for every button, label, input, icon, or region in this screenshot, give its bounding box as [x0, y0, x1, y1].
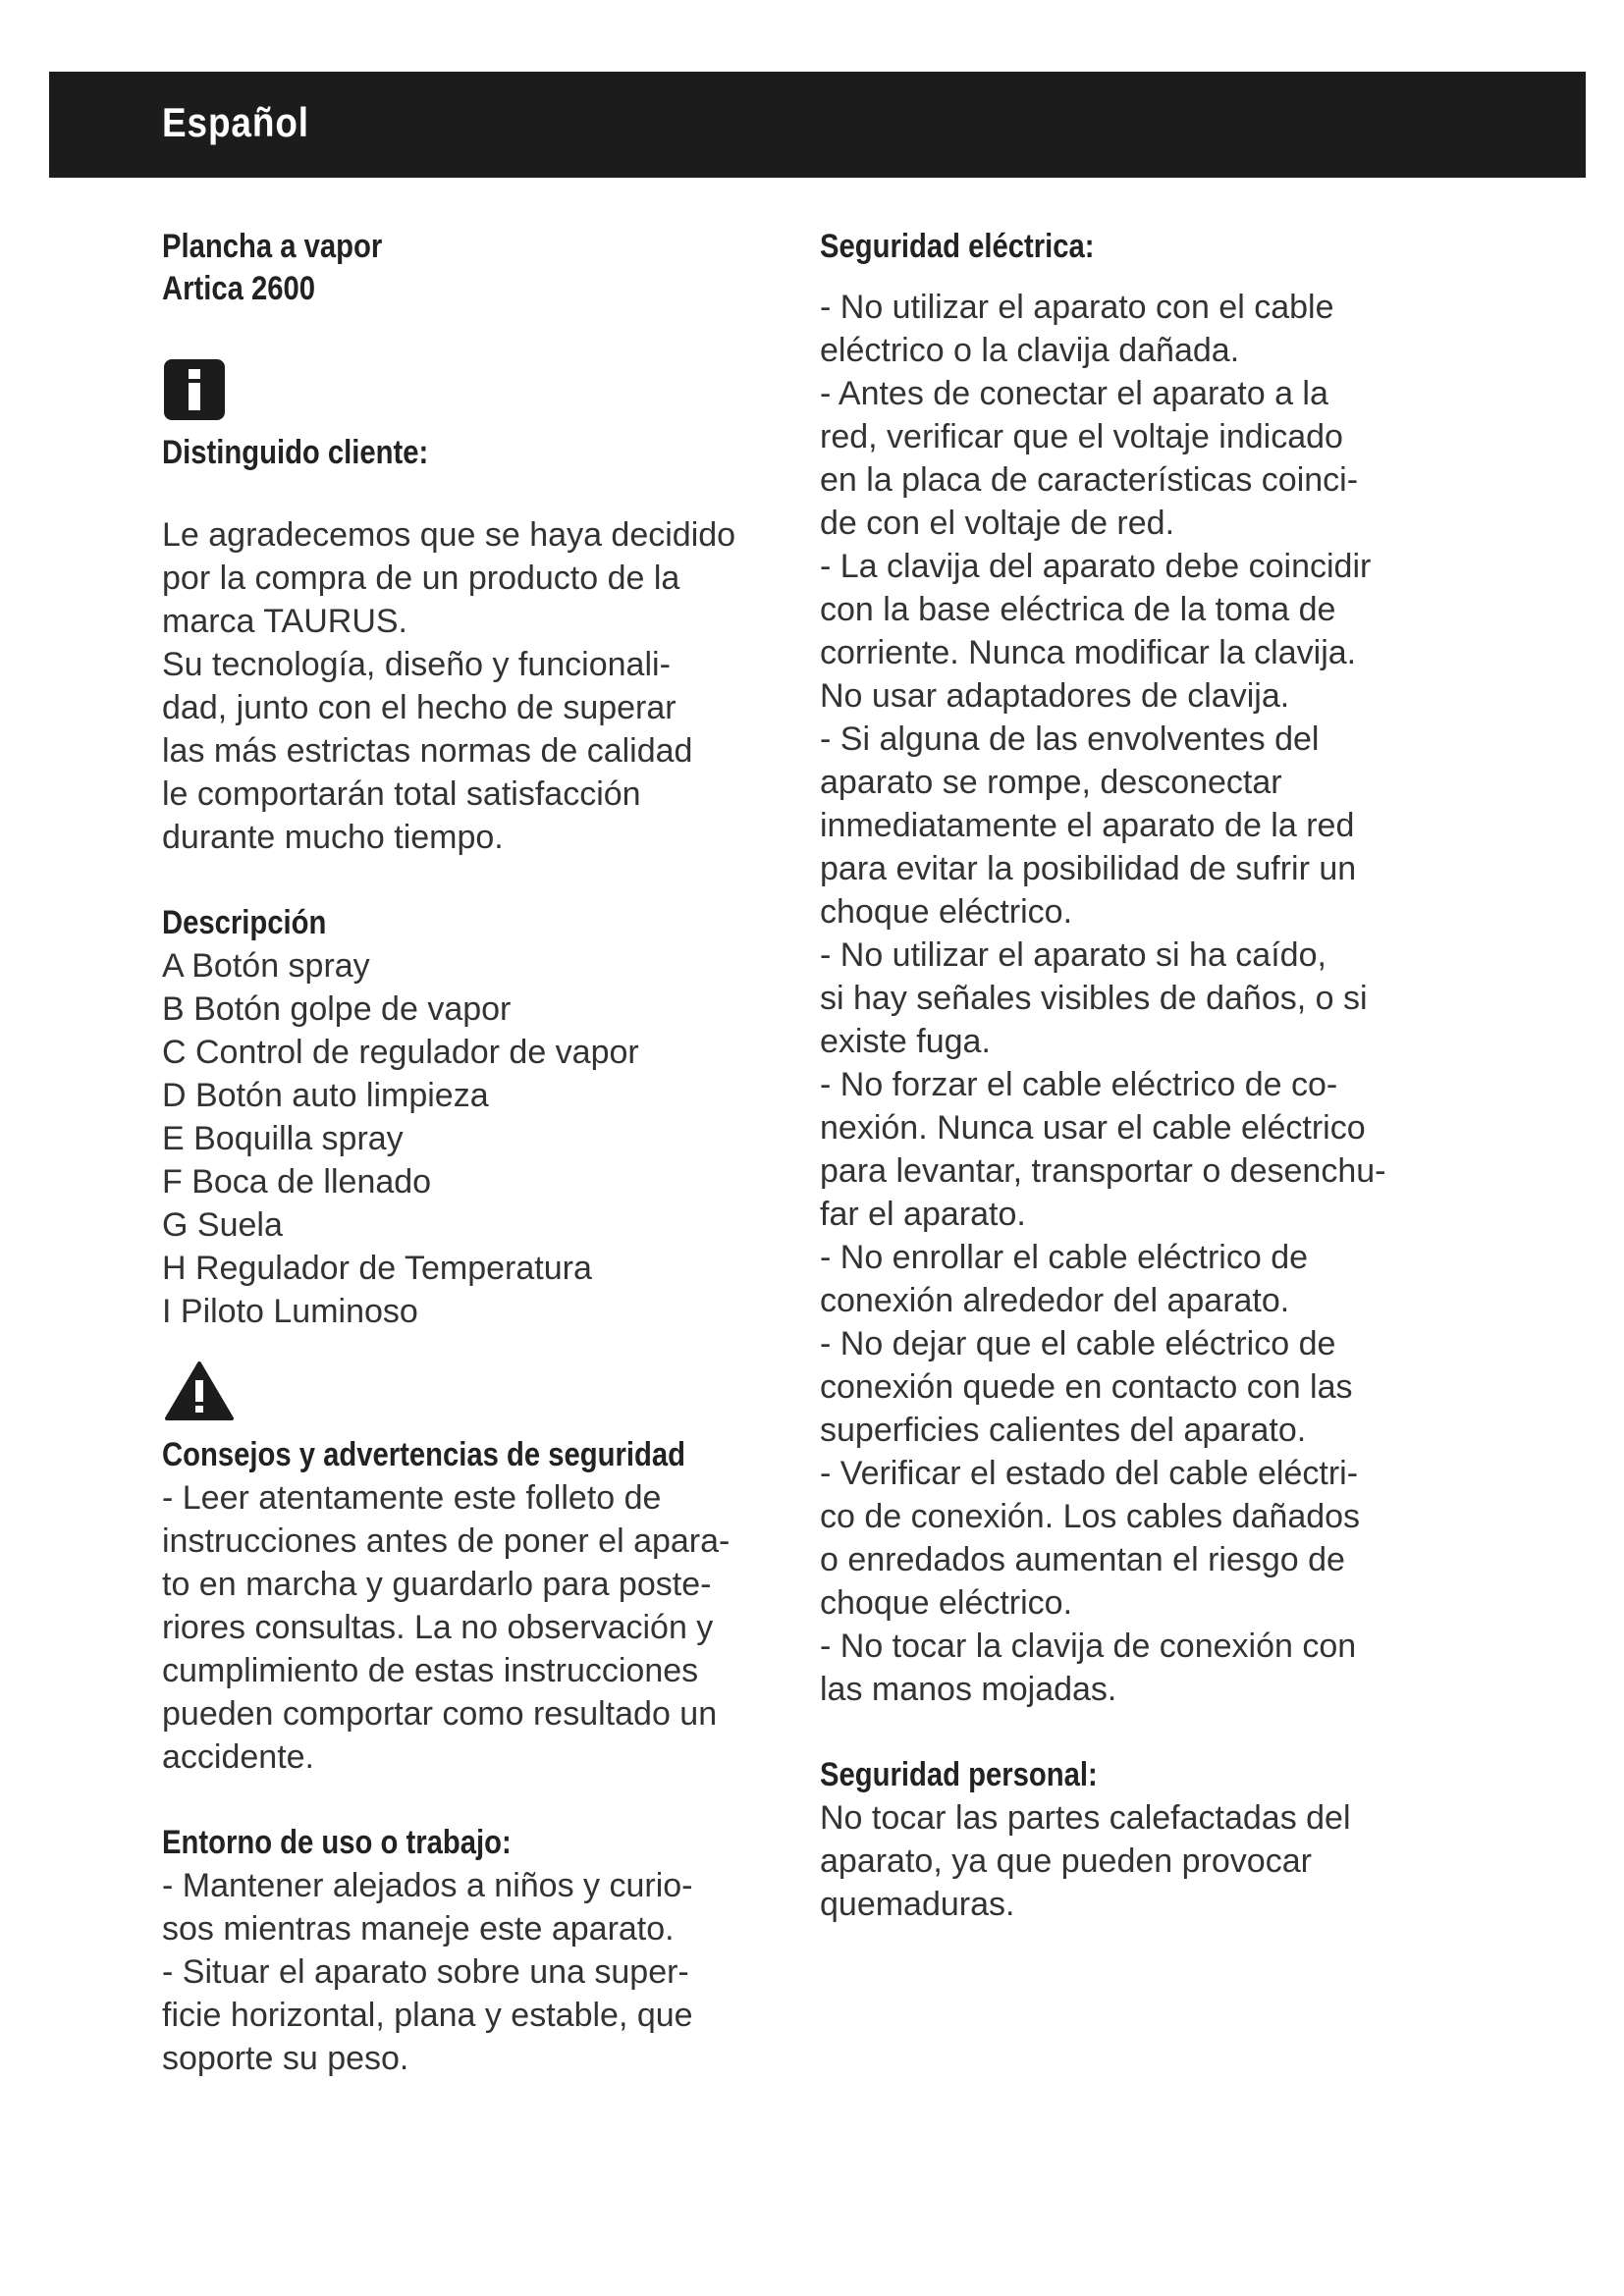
description-list [162, 944, 781, 1333]
electrical-line: choque eléctrico. [820, 893, 1073, 931]
safety-line: - Leer atentamente este folleto de [162, 1479, 662, 1517]
safety-line: riores consultas. La no observación y [162, 1609, 714, 1646]
environment-line: ficie horizontal, plana y estable, que [162, 1997, 693, 2034]
electrical-safety-paragraph [820, 286, 1448, 1711]
electrical-line: - No forzar el cable eléctrico de co- [820, 1066, 1338, 1103]
personal-line: quemaduras. [820, 1886, 1015, 1923]
intro-line: por la compra de un producto de la [162, 560, 680, 597]
product-title-line-2: Artica 2600 [162, 270, 316, 307]
list-item: F Boca de llenado [162, 1163, 432, 1201]
list-item: C Control de regulador de vapor [162, 1034, 639, 1071]
electrical-line: con la base eléctrica de la toma de [820, 591, 1336, 628]
product-title-line-1: Plancha a vapor [162, 228, 383, 265]
electrical-line: para levantar, transportar o desenchu- [820, 1152, 1386, 1190]
intro-line: dad, junto con el hecho de superar [162, 689, 677, 726]
electrical-line: si hay señales visibles de daños, o si [820, 980, 1368, 1017]
electrical-line: en la placa de características coinci- [820, 461, 1359, 499]
electrical-line: far el aparato. [820, 1196, 1026, 1233]
list-item: E Boquilla spray [162, 1120, 404, 1157]
right-column [820, 226, 1448, 1926]
description-heading: Descripción [162, 904, 327, 941]
list-item: D Botón auto limpieza [162, 1077, 489, 1114]
environment-heading: Entorno de uso o trabajo: [162, 1824, 512, 1861]
electrical-line: - Si alguna de las envolventes del [820, 721, 1320, 758]
electrical-line: - Antes de conectar el aparato a la [820, 375, 1328, 412]
electrical-line: co de conexión. Los cables dañados [820, 1498, 1361, 1535]
electrical-line: - No utilizar el aparato con el cable [820, 289, 1334, 326]
list-item: H Regulador de Temperatura [162, 1250, 592, 1287]
electrical-line: inmediatamente el aparato de la red [820, 807, 1355, 844]
electrical-line: - No tocar la clavija de conexión con [820, 1628, 1357, 1665]
environment-line: sos mientras maneje este aparato. [162, 1910, 675, 1948]
intro-line: las más estrictas normas de calidad [162, 732, 693, 770]
electrical-line: o enredados aumentan el riesgo de [820, 1541, 1345, 1578]
electrical-line: - Verificar el estado del cable eléctri- [820, 1455, 1359, 1492]
electrical-line: para evitar la posibilidad de sufrir un [820, 850, 1357, 887]
intro-line: Le agradecemos que se haya decidido [162, 516, 736, 554]
environment-paragraph [162, 1864, 781, 2080]
safety-line: accidente. [162, 1738, 314, 1776]
list-item: B Botón golpe de vapor [162, 990, 512, 1028]
electrical-line: corriente. Nunca modificar la clavija. [820, 634, 1357, 671]
personal-safety-paragraph [820, 1796, 1448, 1926]
page-title: Español [162, 99, 309, 145]
safety-line: to en marcha y guardarlo para poste- [162, 1566, 712, 1603]
warning-icon [164, 1361, 235, 1421]
personal-safety-heading: Seguridad personal: [820, 1756, 1098, 1793]
electrical-line: eléctrico o la clavija dañada. [820, 332, 1240, 369]
electrical-line: - La clavija del aparato debe coincidir [820, 548, 1372, 585]
electrical-line: conexión alrededor del aparato. [820, 1282, 1290, 1319]
list-item: G Suela [162, 1206, 283, 1244]
safety-line: instrucciones antes de poner el apara- [162, 1522, 731, 1560]
environment-line: - Situar el aparato sobre una super- [162, 1953, 689, 1991]
list-item: I Piloto Luminoso [162, 1293, 418, 1330]
header-bar [49, 72, 1586, 178]
electrical-line: choque eléctrico. [820, 1584, 1073, 1622]
intro-line: le comportarán total satisfacción [162, 775, 641, 813]
electrical-line: red, verificar que el voltaje indicado [820, 418, 1343, 455]
personal-line: No tocar las partes calefactadas del [820, 1799, 1351, 1837]
environment-line: soporte su peso. [162, 2040, 409, 2077]
safety-heading: Consejos y advertencias de seguridad [162, 1436, 686, 1473]
intro-line: marca TAURUS. [162, 603, 408, 640]
electrical-line: aparato se rompe, desconectar [820, 764, 1282, 801]
environment-line: - Mantener alejados a niños y curio- [162, 1867, 693, 1904]
safety-paragraph [162, 1476, 781, 1779]
electrical-line: conexión quede en contacto con las [820, 1368, 1353, 1406]
electrical-line: - No dejar que el cable eléctrico de [820, 1325, 1336, 1362]
electrical-line: No usar adaptadores de clavija. [820, 677, 1290, 715]
electrical-safety-heading: Seguridad eléctrica: [820, 228, 1095, 265]
electrical-line: - No utilizar el aparato si ha caído, [820, 936, 1326, 974]
intro-line: Su tecnología, diseño y funcionali- [162, 646, 671, 683]
electrical-line: de con el voltaje de red. [820, 505, 1175, 542]
electrical-line: existe fuga. [820, 1023, 991, 1060]
intro-line: durante mucho tiempo. [162, 819, 504, 856]
safety-line: cumplimiento de estas instrucciones [162, 1652, 699, 1689]
greeting-heading: Distinguido cliente: [162, 434, 429, 471]
electrical-line: - No enrollar el cable eléctrico de [820, 1239, 1309, 1276]
info-icon [164, 359, 225, 420]
safety-line: pueden comportar como resultado un [162, 1695, 718, 1733]
left-column [162, 226, 781, 2080]
electrical-line: superficies calientes del aparato. [820, 1412, 1307, 1449]
list-item: A Botón spray [162, 947, 370, 985]
electrical-line: las manos mojadas. [820, 1671, 1117, 1708]
electrical-line: nexión. Nunca usar el cable eléctrico [820, 1109, 1366, 1147]
personal-line: aparato, ya que pueden provocar [820, 1842, 1312, 1880]
intro-paragraph [162, 513, 781, 859]
